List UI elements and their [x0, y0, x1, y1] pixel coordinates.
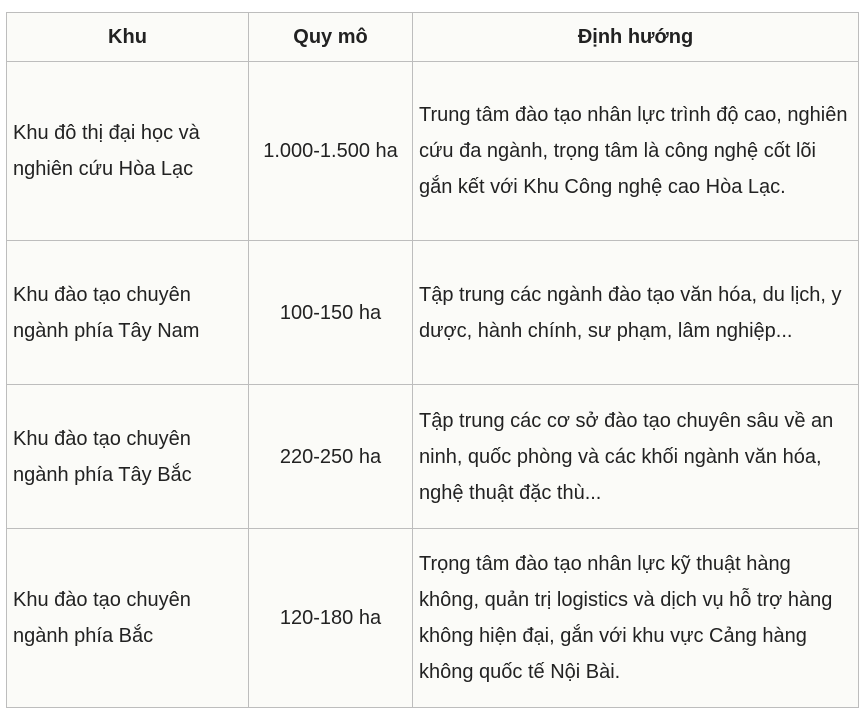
zone-scale-cell: 1.000-1.500 ha [249, 62, 413, 241]
table-row [7, 241, 859, 385]
header-orientation: Định hướng [413, 13, 859, 62]
zone-orientation-cell: Trọng tâm đào tạo nhân lực kỹ thuật hàng không, quản trị logistics và dịch vụ hỗ trợ hàng không hiện đại, gắn với khu vực Cảng hàng không quốc tế Nội Bài. [413, 529, 859, 708]
zone-name-cell: Khu đô thị đại học và nghiên cứu Hòa Lạc [7, 62, 249, 241]
zones-table [6, 12, 859, 708]
zone-name-cell: Khu đào tạo chuyên ngành phía Bắc [7, 529, 249, 708]
zone-orientation-cell: Tập trung các cơ sở đào tạo chuyên sâu về an ninh, quốc phòng và các khối ngành văn hóa, nghệ thuật đặc thù... [413, 385, 859, 529]
zone-name-cell: Khu đào tạo chuyên ngành phía Tây Nam [7, 241, 249, 385]
table-row [7, 385, 859, 529]
zone-scale-cell: 120-180 ha [249, 529, 413, 708]
zone-orientation-cell: Tập trung các ngành đào tạo văn hóa, du lịch, y dược, hành chính, sư phạm, lâm nghiệp... [413, 241, 859, 385]
zone-scale-cell: 100-150 ha [249, 241, 413, 385]
zone-scale-cell: 220-250 ha [249, 385, 413, 529]
zone-name-cell: Khu đào tạo chuyên ngành phía Tây Bắc [7, 385, 249, 529]
table-row [7, 62, 859, 241]
table-header-row [7, 13, 859, 62]
zone-orientation-cell: Trung tâm đào tạo nhân lực trình độ cao, nghiên cứu đa ngành, trọng tâm là công nghệ cốt lõi gắn kết với Khu Công nghệ cao Hòa Lạc. [413, 62, 859, 241]
table-row [7, 529, 859, 708]
header-scale: Quy mô [249, 13, 413, 62]
header-zone: Khu [7, 13, 249, 62]
